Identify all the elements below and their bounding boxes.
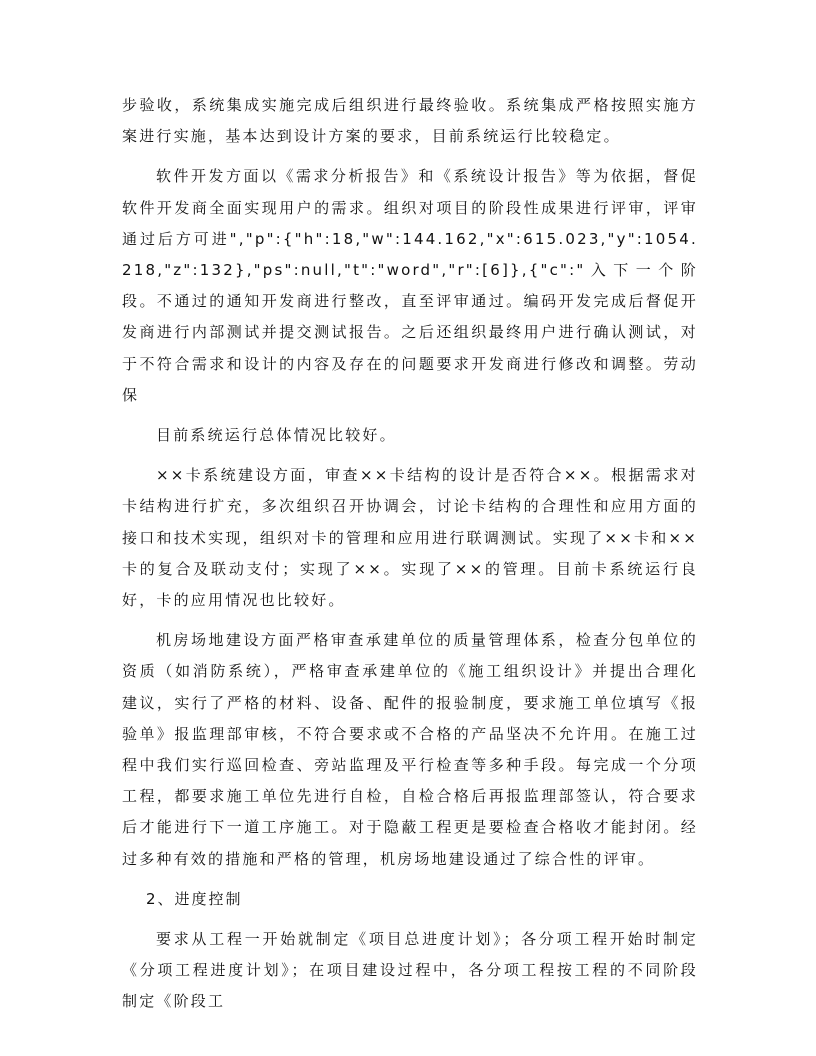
paragraph-2: 软件开发方面以《需求分析报告》和《系统设计报告》等为依据，督促软件开发商全面实现用户的需求。组织对项目的阶段性成果进行评审，评审通过后方可进","p":{"h":18,"w":144.162,"x":615.023,"y":1054.218,"z":132},"ps":null,"t":"word","r":[6]},{"c":"入下一个阶段。不通过的通知开发商进行整改，直至评审通过。编码开发完成后督促开发商进行内部测试并提交测试报告。之后还组织最终用户进行确认测试，对于不符合需求和设计的内容及存在的问题要求开发商进行修改和调整。劳动保 xyxy=(122,167,698,404)
paragraph-4: ××卡系统建设方面，审查××卡结构的设计是否符合××。根据需求对卡结构进行扩充，多次组织召开协调会，讨论卡结构的合理性和应用方面的接口和技术实现，组织对卡的管理和应用进行联调测试。实现了××卡和××卡的复合及联动支付；实现了××。实现了××的管理。目前卡系统运行良好，卡的应用情况也比较好。 xyxy=(122,466,698,610)
section-heading: 2、进度控制 xyxy=(146,889,243,908)
paragraph-6: 要求从工程一开始就制定《项目总进度计划》；各分项工程开始时制定《分项工程进度计划》；在项目建设过程中，各分项工程按工程的不同阶段制定《阶段工 xyxy=(122,930,698,1011)
paragraph-5: 机房场地建设方面严格审查承建单位的质量管理体系，检查分包单位的资质（如消防系统），严格审查承建单位的《施工组织设计》并提出合理化建议，实行了严格的材料、设备、配件的报验制度，要求施工单位填写《报验单》报监理部审核，不符合要求或不合格的产品坚决不允许用。在施工过程中我们实行巡回检查、旁站监理及平行检查等多种手段。每完成一个分项工程，都要求施工单位先进行自检，自检合格后再报监理部签认，符合要求后才能进行下一道工序施工。对于隐蔽工程更是要检查合格收才能封闭。经过多种有效的措施和严格的管理，机房场地建设通过了综合性的评审。 xyxy=(122,631,698,868)
paragraph-1: 步验收，系统集成实施完成后组织进行最终验收。系统集成严格按照实施方案进行实施，基本达到设计方案的要求，目前系统运行比较稳定。 xyxy=(122,96,698,146)
paragraph-3: 目前系统运行总体情况比较好。 xyxy=(156,426,397,445)
